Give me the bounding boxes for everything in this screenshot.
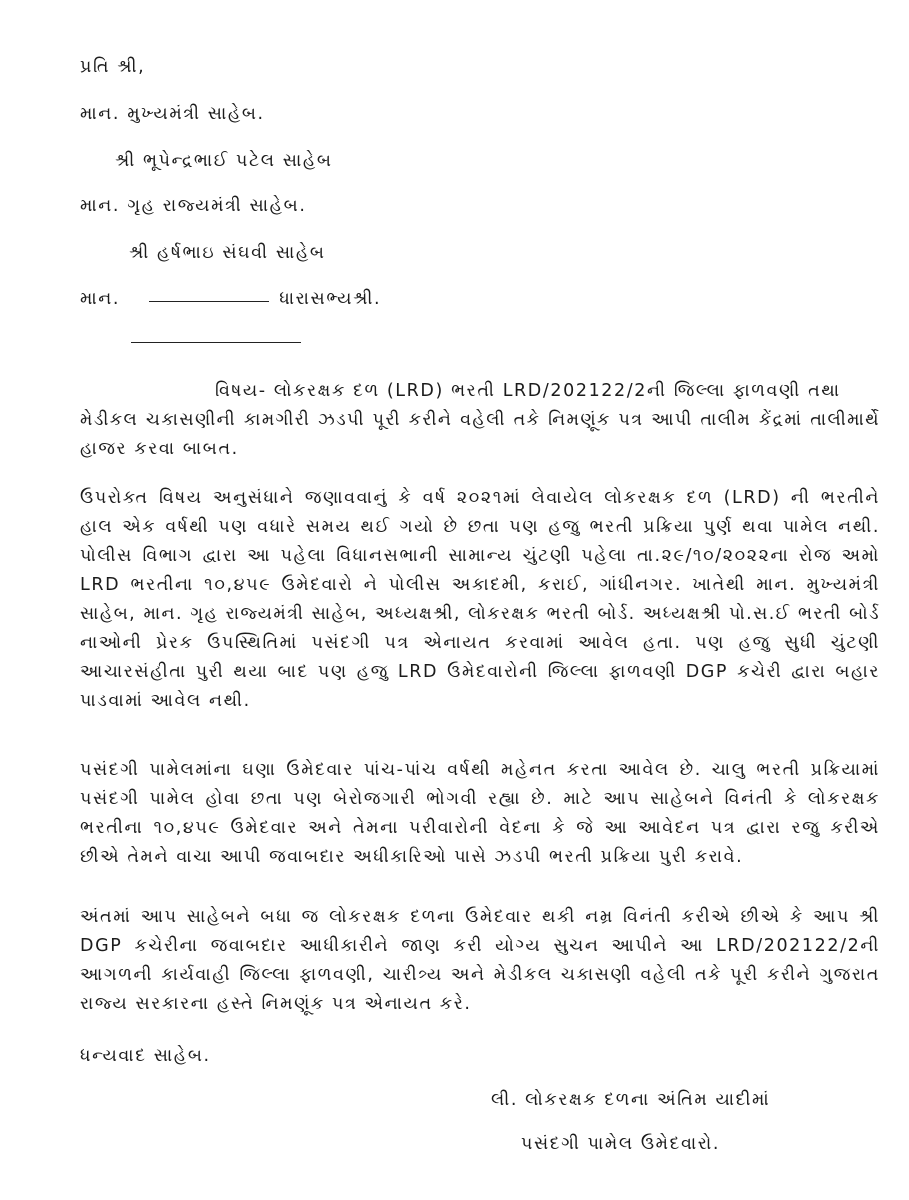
- mla-prefix: માન.: [80, 289, 121, 309]
- recipient-name-cm: શ્રી ભૂપેન્દ્રભાઈ પટેલ સાહેબ: [115, 151, 333, 171]
- subject-line-2: મેડીકલ ચકાસણીની કામગીરી ઝડપી પૂરી કરીને વહેલી તકે નિમણૂંક પત્ર આપી તાલીમ કેંદ્રમાં તાલીમાર્થે: [80, 410, 880, 430]
- subject-line-3: હાજર કરવા બાબત.: [80, 439, 239, 459]
- sender-line: લી. લોકરક્ષક દળના અંતિમ યાદીમાં: [491, 1090, 771, 1110]
- paragraph-2-line: પસંદગી પામેલમાંના ઘણા ઉમેદવાર પાંચ-પાંચ વર્ષથી મહેનત કરતા આવેલ છે. ચાલુ ભરતી પ્રક્રિયામાં: [80, 760, 880, 780]
- subject-line-1: વિષય- લોકરક્ષક દળ (LRD) ભરતી LRD/202122/2ની જિલ્લા ફાળવણી તથા: [215, 381, 841, 401]
- paragraph-2: [80, 759, 880, 875]
- paragraph-3-line: રાજ્ય સરકારના હસ્તે નિમણૂંક પત્ર એનાયત કરે.: [80, 994, 472, 1014]
- recipient-title-home-minister: માન. ગૃહ રાજ્યમંત્રી સાહેબ.: [80, 196, 307, 216]
- paragraph-1: [80, 487, 880, 719]
- paragraph-3-line: DGP કચેરીના જવાબદાર આધીકારીને જાણ કરી યોગ્ય સુચન આપીને આ LRD/202122/2ની: [80, 936, 880, 956]
- paragraph-1-line: પાડવામાં આવેલ નથી.: [80, 691, 251, 711]
- salutation: પ્રતિ શ્રી,: [80, 57, 146, 77]
- recipient-title-cm: માન. મુખ્યમંત્રી સાહેબ.: [80, 104, 265, 124]
- paragraph-3-line: આગળની કાર્યવાહી જિલ્લા ફાળવણી, ચારીત્ર્ય અને મેડીકલ ચકાસણી વહેલી તકે પૂરી કરીને ગુજરાત: [80, 965, 880, 985]
- paragraph-1-line: નાઓની પ્રેરક ઉપસ્થિતિમાં પસંદગી પત્ર એનાયત કરવામાં આવેલ હતા. પણ હજુ સુધી ચુંટણી: [80, 633, 880, 653]
- mla-name-blank: [149, 301, 269, 302]
- paragraph-1-line: પોલીસ વિભાગ દ્વારા આ પહેલા વિધાનસભાની સામાન્ય ચુંટણી પહેલા તા.૨૯/૧૦/૨૦૨૨ના રોજ અમો: [80, 546, 880, 566]
- paragraph-3: [80, 906, 880, 1022]
- subject-continuation: [80, 409, 880, 467]
- mla-suffix: ધારાસભ્યશ્રી.: [279, 289, 382, 309]
- paragraph-2-line: ભરતીના ૧૦,૪૫૯ ઉમેદવાર અને તેમના પરીવારોની વેદના કે જે આ આવેદન પત્ર દ્વારા રજુ કરીએ: [80, 818, 880, 838]
- paragraph-1-line: ઉપરોક્ત વિષય અનુસંધાને જણાવવાનું કે વર્ષ ૨૦૨૧માં લેવાયેલ લોકરક્ષક દળ (LRD) ની ભરતીને: [80, 488, 880, 508]
- mla-constituency-blank: [131, 342, 301, 343]
- paragraph-1-line: આચારસંહીતા પુરી થયા બાદ પણ હજુ LRD ઉમેદવારોની જિલ્લા ફાળવણી DGP કચેરી દ્વારા બહાર: [80, 662, 880, 682]
- recipient-mla-line: [80, 288, 381, 310]
- signatory-line: પસંદગી પામેલ ઉમેદવારો.: [521, 1134, 720, 1154]
- paragraph-2-line: પસંદગી પામેલ હોવા છતા પણ બેરોજગારી ભોગવી રહ્યા છે. માટે આપ સાહેબને વિનંતી કે લોકરક્ષક: [80, 789, 880, 809]
- paragraph-3-line: અંતમાં આપ સાહેબને બધા જ લોકરક્ષક દળના ઉમેદવાર થકી નમ્ર વિનંતી કરીએ છીએ કે આપ શ્રી: [80, 907, 880, 927]
- paragraph-1-line: LRD ભરતીના ૧૦,૪૫૯ ઉમેદવારો ને પોલીસ અકાદમી, કરાઈ, ગાંધીનગર. ખાતેથી માન. મુખ્યમંત્રી: [80, 575, 880, 595]
- paragraph-1-line: હાલ એક વર્ષથી પણ વધારે સમય થઈ ગયો છે છતા પણ હજુ ભરતી પ્રક્રિયા પુર્ણ થવા પામેલ નથી.: [80, 517, 880, 537]
- recipient-name-home-minister: શ્રી હર્ષભાઇ સંઘવી સાહેબ: [129, 243, 326, 263]
- thanks-line: ધન્યવાદ સાહેબ.: [80, 1046, 211, 1066]
- paragraph-1-line: સાહેબ, માન. ગૃહ રાજ્યમંત્રી સાહેબ, અધ્યક્ષશ્રી, લોકરક્ષક ભરતી બોર્ડ. અધ્યક્ષશ્રી પો.સ.ઈ ભરતી બોર્ડ: [80, 604, 880, 624]
- paragraph-2-line: છીએ તેમને વાચા આપી જવાબદાર અધીકારિઓ પાસે ઝડપી ભરતી પ્રક્રિયા પુરી કરાવે.: [80, 847, 744, 867]
